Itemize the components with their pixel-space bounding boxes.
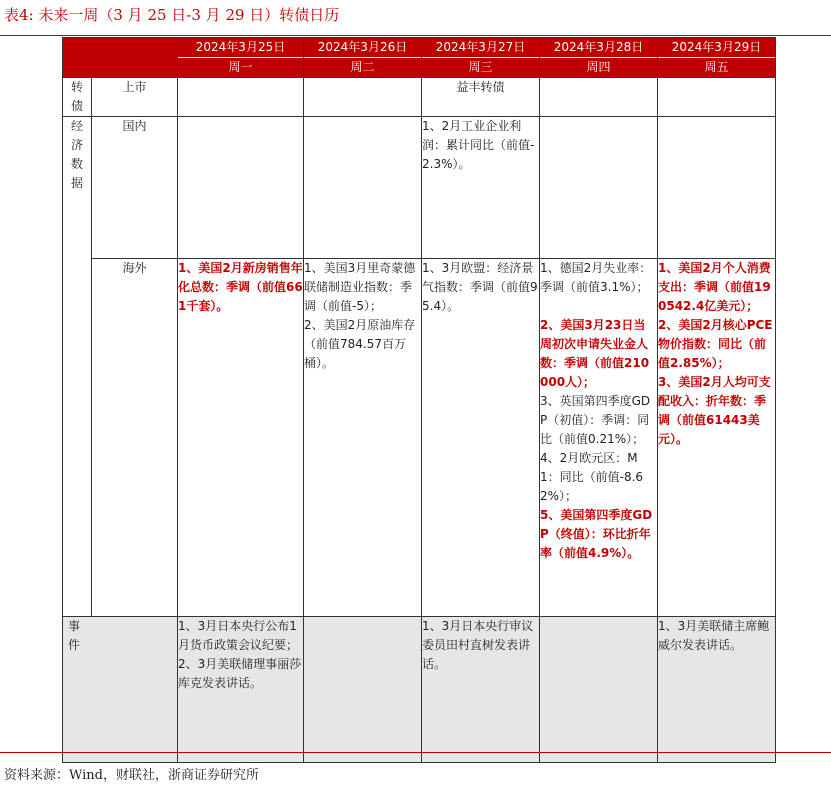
header-day-tue (304, 38, 422, 78)
header-day-fri (658, 38, 776, 78)
category-label: 经济数据 (70, 119, 83, 190)
cell-overseas-tue (304, 259, 422, 617)
cell-overseas-thu (540, 259, 658, 617)
header-day-wed (422, 38, 540, 78)
cell-bond-tue (304, 78, 422, 117)
header-day-mon (178, 38, 304, 78)
cell-events-fri: 1、3月美联储主席鲍威尔发表讲话。 (658, 617, 776, 763)
header-date: 2024年3月25日 (195, 40, 286, 54)
header-corner (63, 38, 178, 78)
category-events (63, 617, 178, 763)
cell-bond-fri (658, 78, 776, 117)
title-divider (0, 35, 831, 36)
table-title: 表4: 未来一周（3 月 25 日-3 月 29 日）转债日历 (4, 6, 340, 24)
header-date: 2024年3月27日 (435, 40, 526, 54)
list-item-highlight: 3、美国2月人均可支配收入：折年数：季调（前值61443美元）。 (658, 375, 771, 446)
cell-events-thu (540, 617, 658, 763)
header-weekday: 周四 (540, 57, 657, 77)
cell-domestic-mon (178, 117, 304, 259)
category-label: 事件 (67, 619, 80, 652)
header-weekday: 周一 (178, 57, 303, 77)
cell-overseas-wed: 1、3月欧盟：经济景气指数：季调（前值95.4）。 (422, 259, 540, 617)
overseas-row (63, 259, 776, 617)
list-item: 1、3月日本央行公布1月货币政策会议纪要； (178, 619, 299, 652)
cell-bond-wed: 益丰转债 (422, 78, 540, 117)
events-row (63, 617, 776, 763)
cell-domestic-thu (540, 117, 658, 259)
footer-divider (0, 752, 831, 753)
header-weekday: 周三 (422, 57, 539, 77)
list-item: 1、美国3月里奇蒙德联储制造业指数：季调（前值-5）； (304, 261, 416, 313)
cell-overseas-mon: 1、美国2月新房销售年化总数：季调（前值661千套）。 (178, 259, 304, 617)
bond-row (63, 78, 776, 117)
list-item: 2、3月美联储理事丽莎库克发表讲话。 (178, 657, 302, 690)
cell-bond-mon (178, 78, 304, 117)
header-date: 2024年3月26日 (317, 40, 408, 54)
cell-domestic-tue (304, 117, 422, 259)
list-item: 4、2月欧元区：M1：同比（前值-8.62%）； (540, 451, 644, 503)
header-day-thu (540, 38, 658, 78)
cell-domestic-fri (658, 117, 776, 259)
cell-bond-thu (540, 78, 658, 117)
cell-domestic-wed: 1、2月工业企业利润：累计同比（前值-2.3%）。 (422, 117, 540, 259)
list-item-highlight: 5、美国第四季度GDP（终值）：环比折年率（前值4.9%）。 (540, 508, 653, 560)
category-label: 转债 (70, 80, 83, 113)
header-date: 2024年3月29日 (671, 40, 762, 54)
cell-events-tue (304, 617, 422, 763)
list-item: 2、美国2月原油库存（前值784.57百万桶）。 (304, 318, 416, 370)
domestic-row (63, 117, 776, 259)
category-econ (63, 117, 92, 617)
list-item: 3、英国第四季度GDP（初值）：季调：同比（前值0.21%）； (540, 394, 651, 446)
header-weekday: 周五 (658, 57, 775, 77)
sublabel-overseas: 海外 (92, 259, 178, 617)
source-note: 资料来源：Wind，财联社，浙商证券研究所 (4, 768, 259, 783)
cell-events-mon (178, 617, 304, 763)
header-row (63, 38, 776, 78)
cell-events-wed: 1、3月日本央行审议委员田村直树发表讲话。 (422, 617, 540, 763)
cell-overseas-fri (658, 259, 776, 617)
list-item-highlight: 1、美国2月个人消费支出：季调（前值190542.4亿美元）； (658, 261, 771, 313)
sublabel-domestic: 国内 (92, 117, 178, 259)
bond-calendar-table (62, 37, 776, 763)
sublabel-listing: 上市 (92, 78, 178, 117)
header-date: 2024年3月28日 (553, 40, 644, 54)
list-item: 1、德国2月失业率：季调（前值3.1%）； (540, 261, 652, 294)
header-weekday: 周二 (304, 57, 421, 77)
list-item-highlight: 2、美国2月核心PCE物价指数：同比（前值2.85%）； (658, 318, 773, 370)
list-item-highlight: 2、美国3月23日当周初次申请失业金人数：季调（前值210000人）； (540, 318, 650, 389)
category-bond (63, 78, 92, 117)
